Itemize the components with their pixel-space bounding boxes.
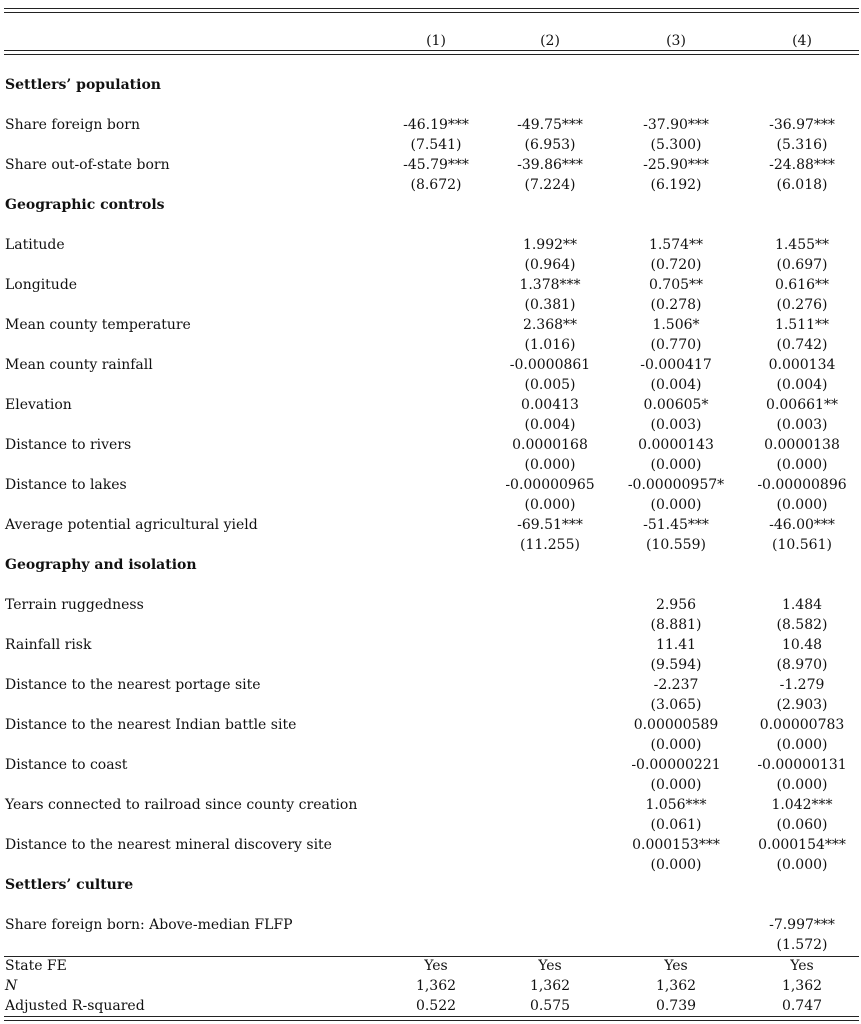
table-row xyxy=(0,435,861,455)
table-row xyxy=(0,835,861,855)
std-error-cell: (10.561) xyxy=(772,537,832,553)
std-error-cell: (0.000) xyxy=(776,497,828,513)
coefficient-cell: -7.997*** xyxy=(769,917,835,933)
section-heading-row xyxy=(0,75,861,95)
coefficient-cell: -0.00000896 xyxy=(757,477,847,493)
coefficient-cell: 0.00413 xyxy=(521,397,579,413)
coefficient-cell: 1.056*** xyxy=(645,797,707,813)
coefficient-cell: 0.00661** xyxy=(766,397,838,413)
coefficient-cell: -36.97*** xyxy=(769,117,835,133)
coefficient-cell: 10.48 xyxy=(781,637,823,653)
top-rule xyxy=(4,8,859,9)
coefficient-cell: -46.19*** xyxy=(403,117,469,133)
column-header-row xyxy=(0,31,861,51)
std-error-row xyxy=(0,935,861,955)
std-error-cell: (7.541) xyxy=(410,137,462,153)
std-error-cell: (0.000) xyxy=(650,777,702,793)
column-header: (1) xyxy=(426,33,446,49)
std-error-cell: (0.720) xyxy=(650,257,702,273)
table-row xyxy=(0,715,861,735)
coefficient-cell: 0.616** xyxy=(774,277,830,293)
coefficient-cell: 1.506* xyxy=(652,317,700,333)
coefficient-cell: -1.279 xyxy=(779,677,825,693)
std-error-cell: (8.881) xyxy=(650,617,702,633)
footer-label: Adjusted R-squared xyxy=(5,998,145,1014)
std-error-cell: (8.672) xyxy=(410,177,462,193)
footer-value: 1,362 xyxy=(415,978,457,994)
footer-value: 1,362 xyxy=(529,978,571,994)
table-row xyxy=(0,275,861,295)
std-error-cell: (10.559) xyxy=(646,537,706,553)
variable-label: Average potential agricultural yield xyxy=(5,517,258,533)
std-error-cell: (0.381) xyxy=(524,297,576,313)
coefficient-cell: 0.0000143 xyxy=(638,437,714,453)
variable-label: Distance to the nearest portage site xyxy=(5,677,261,693)
variable-label: Mean county temperature xyxy=(5,317,191,333)
table-row xyxy=(0,475,861,495)
std-error-cell: (8.970) xyxy=(776,657,828,673)
std-error-cell: (0.697) xyxy=(776,257,828,273)
coefficient-cell: 0.705** xyxy=(648,277,704,293)
std-error-cell: (0.000) xyxy=(650,737,702,753)
coefficient-cell: 1.042*** xyxy=(771,797,833,813)
std-error-cell: (0.061) xyxy=(650,817,702,833)
section-heading-row xyxy=(0,195,861,215)
coefficient-cell: -2.237 xyxy=(653,677,699,693)
std-error-cell: (5.300) xyxy=(650,137,702,153)
top-rule-double xyxy=(4,12,859,13)
footer-value: Yes xyxy=(790,958,814,974)
std-error-cell: (1.016) xyxy=(524,337,576,353)
std-error-row xyxy=(0,255,861,275)
table-row xyxy=(0,635,861,655)
std-error-cell: (9.594) xyxy=(650,657,702,673)
variable-label: Distance to rivers xyxy=(5,437,132,453)
variable-label: Distance to the nearest Indian battle site xyxy=(5,717,297,733)
coefficient-cell: 0.000154*** xyxy=(758,837,846,853)
table-row xyxy=(0,235,861,255)
std-error-cell: (0.000) xyxy=(650,857,702,873)
variable-label: Share foreign born xyxy=(5,117,140,133)
std-error-cell: (5.316) xyxy=(776,137,828,153)
coefficient-cell: 1.378*** xyxy=(519,277,581,293)
table-row xyxy=(0,595,861,615)
std-error-cell: (0.278) xyxy=(650,297,702,313)
coefficient-cell: -0.00000131 xyxy=(757,757,847,773)
footer-value: Yes xyxy=(664,958,688,974)
variable-label: Distance to the nearest mineral discovery site xyxy=(5,837,332,853)
section-heading: Settlers’ population xyxy=(5,77,161,93)
std-error-cell: (0.000) xyxy=(776,857,828,873)
variable-label: Share out-of-state born xyxy=(5,157,170,173)
coefficient-cell: -69.51*** xyxy=(517,517,583,533)
header-rule xyxy=(4,50,859,51)
std-error-cell: (0.000) xyxy=(650,457,702,473)
std-error-row xyxy=(0,695,861,715)
coefficient-cell: 1.455** xyxy=(774,237,830,253)
std-error-cell: (0.000) xyxy=(776,777,828,793)
coefficient-cell: 2.368** xyxy=(522,317,578,333)
std-error-cell: (7.224) xyxy=(524,177,576,193)
bottom-rule-double xyxy=(4,1020,859,1021)
footer-label: State FE xyxy=(5,958,67,974)
section-heading: Geography and isolation xyxy=(5,557,197,573)
bottom-rule xyxy=(4,1016,859,1017)
std-error-cell: (0.060) xyxy=(776,817,828,833)
std-error-row xyxy=(0,295,861,315)
coefficient-cell: -51.45*** xyxy=(643,517,709,533)
coefficient-cell: -25.90*** xyxy=(643,157,709,173)
coefficient-cell: -37.90*** xyxy=(643,117,709,133)
coefficient-cell: -39.86*** xyxy=(517,157,583,173)
footer-value: 0.575 xyxy=(529,998,571,1014)
std-error-cell: (0.005) xyxy=(524,377,576,393)
std-error-cell: (0.004) xyxy=(776,377,828,393)
std-error-cell: (8.582) xyxy=(776,617,828,633)
std-error-cell: (0.003) xyxy=(776,417,828,433)
coefficient-cell: -46.00*** xyxy=(769,517,835,533)
variable-label: Mean county rainfall xyxy=(5,357,153,373)
coefficient-cell: -0.00000221 xyxy=(631,757,721,773)
variable-label: Latitude xyxy=(5,237,65,253)
std-error-cell: (0.770) xyxy=(650,337,702,353)
footer-value: 0.739 xyxy=(655,998,697,1014)
footer-value: 1,362 xyxy=(655,978,697,994)
std-error-cell: (0.004) xyxy=(650,377,702,393)
coefficient-cell: -45.79*** xyxy=(403,157,469,173)
header-rule-double xyxy=(4,54,859,55)
std-error-row xyxy=(0,535,861,555)
std-error-row xyxy=(0,135,861,155)
coefficient-cell: -49.75*** xyxy=(517,117,583,133)
std-error-row xyxy=(0,855,861,875)
section-heading: Geographic controls xyxy=(5,197,165,213)
table-row xyxy=(0,515,861,535)
table-row xyxy=(0,675,861,695)
coefficient-cell: 0.000134 xyxy=(768,357,836,373)
column-header: (4) xyxy=(792,33,812,49)
std-error-cell: (0.000) xyxy=(524,457,576,473)
footer-value: Yes xyxy=(424,958,448,974)
section-heading-row xyxy=(0,875,861,895)
std-error-cell: (0.742) xyxy=(776,337,828,353)
footer-value: 1,362 xyxy=(781,978,823,994)
std-error-cell: (0.000) xyxy=(776,457,828,473)
coefficient-cell: 1.574** xyxy=(648,237,704,253)
section-heading-row xyxy=(0,555,861,575)
std-error-cell: (1.572) xyxy=(776,937,828,953)
coefficient-cell: 1.484 xyxy=(781,597,823,613)
std-error-row xyxy=(0,175,861,195)
coefficient-cell: -0.00000965 xyxy=(505,477,595,493)
coefficient-cell: -0.000417 xyxy=(640,357,712,373)
coefficient-cell: 1.992** xyxy=(522,237,578,253)
coefficient-cell: 0.00605* xyxy=(643,397,709,413)
table-row xyxy=(0,355,861,375)
footer-label: N xyxy=(5,978,18,994)
std-error-cell: (0.964) xyxy=(524,257,576,273)
std-error-cell: (6.018) xyxy=(776,177,828,193)
variable-label: Distance to coast xyxy=(5,757,128,773)
column-header: (2) xyxy=(540,33,560,49)
variable-label: Years connected to railroad since county creation xyxy=(5,797,358,813)
table-row xyxy=(0,755,861,775)
coefficient-cell: 0.00000589 xyxy=(633,717,719,733)
coefficient-cell: 11.41 xyxy=(655,637,697,653)
std-error-cell: (0.004) xyxy=(524,417,576,433)
column-header: (3) xyxy=(666,33,686,49)
std-error-row xyxy=(0,415,861,435)
coefficient-cell: 0.000153*** xyxy=(632,837,720,853)
std-error-row xyxy=(0,455,861,475)
coefficient-cell: 0.0000138 xyxy=(764,437,840,453)
std-error-row xyxy=(0,335,861,355)
table-row xyxy=(0,115,861,135)
std-error-cell: (0.000) xyxy=(776,737,828,753)
coefficient-cell: -0.0000861 xyxy=(509,357,591,373)
std-error-cell: (6.192) xyxy=(650,177,702,193)
std-error-row xyxy=(0,375,861,395)
std-error-row xyxy=(0,655,861,675)
footer-row xyxy=(0,996,861,1016)
variable-label: Distance to lakes xyxy=(5,477,127,493)
coefficient-cell: 0.0000168 xyxy=(512,437,588,453)
coefficient-cell: -24.88*** xyxy=(769,157,835,173)
footer-value: Yes xyxy=(538,958,562,974)
std-error-cell: (0.000) xyxy=(650,497,702,513)
table-row xyxy=(0,915,861,935)
std-error-row xyxy=(0,775,861,795)
table-row xyxy=(0,155,861,175)
variable-label: Elevation xyxy=(5,397,72,413)
std-error-cell: (2.903) xyxy=(776,697,828,713)
footer-row xyxy=(0,956,861,976)
variable-label: Rainfall risk xyxy=(5,637,92,653)
std-error-row xyxy=(0,615,861,635)
std-error-row xyxy=(0,815,861,835)
std-error-cell: (0.276) xyxy=(776,297,828,313)
footer-value: 0.522 xyxy=(415,998,457,1014)
std-error-row xyxy=(0,495,861,515)
std-error-row xyxy=(0,735,861,755)
coefficient-cell: 0.00000783 xyxy=(759,717,845,733)
coefficient-cell: 2.956 xyxy=(655,597,697,613)
variable-label: Share foreign born: Above-median FLFP xyxy=(5,917,293,933)
std-error-cell: (0.000) xyxy=(524,497,576,513)
variable-label: Terrain ruggedness xyxy=(5,597,144,613)
coefficient-cell: 1.511** xyxy=(774,317,830,333)
std-error-cell: (0.003) xyxy=(650,417,702,433)
variable-label: Longitude xyxy=(5,277,78,293)
coefficient-cell: -0.00000957* xyxy=(627,477,725,493)
table-row xyxy=(0,395,861,415)
std-error-cell: (6.953) xyxy=(524,137,576,153)
section-heading: Settlers’ culture xyxy=(5,877,134,893)
table-row xyxy=(0,315,861,335)
footer-row xyxy=(0,976,861,996)
std-error-cell: (11.255) xyxy=(520,537,580,553)
table-row xyxy=(0,795,861,815)
footer-value: 0.747 xyxy=(781,998,823,1014)
std-error-cell: (3.065) xyxy=(650,697,702,713)
